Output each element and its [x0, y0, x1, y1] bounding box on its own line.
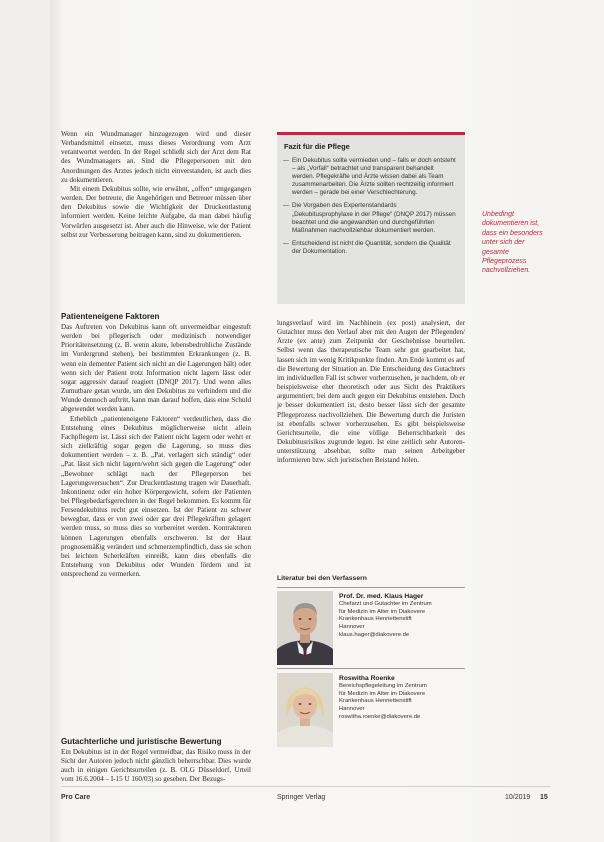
fazit-item: — Entscheidend ist nicht die Quantität, sondern die Qualität der Dokumentation.	[284, 240, 457, 256]
fazit-item: — Ein Dekubitus sollte vermieden und – falls er doch entsteht – als „Vorfall“ betrachtet und transparent behandelt werden. Pflegekräfte und Ärzte wissen dabei als Team zusammenarbeiten. Die Ärzte sollten rechtzeitig informiert werden – gerade bei einer Verschlechterung.	[284, 157, 457, 197]
author-email: roswitha.roenke@diakovere.de	[339, 713, 421, 720]
author-line: Krankenhaus Henriettenstift	[339, 698, 412, 705]
fazit-list	[284, 157, 457, 256]
author-name: Prof. Dr. med. Klaus Hager	[339, 593, 424, 600]
paragraph: Das Auftreten von Dekubitus kann oft unvermeidbar eingestuft werden bei pflegerisch oder medizinisch notwendiger Prioritätensetzung (z. B. wenn akute, lebensbedrohliche Zustände im Vordergrund stehen), bei bestimmten Erkrankungen (z. B. wenn ein dementer Patient sich nicht an die Lagerungen hält) oder wenn sich der Patient trotz Information nicht lagern lässt oder sogar aggressiv darauf reagiert (DNQP 2017). Und wenn alles Zumutbare getan wurde, um den Dekubitus zu verhindern und die Wunde dennoch auftritt, kann man darauf hoffen, dass eine Schuld abgewendet werden kann.	[61, 323, 251, 414]
author-email: klaus.hager@diakovere.de	[339, 631, 410, 638]
author-line: Chefarzt und Gutachter im Zentrum	[339, 601, 432, 608]
literature-note: Literatur bei den Verfassern	[277, 575, 367, 582]
fazit-title: Fazit für die Pflege	[284, 142, 350, 151]
author-line: für Medizin im Alter im Diakovere	[339, 690, 426, 697]
right-column	[277, 319, 465, 466]
author-line: Krankenhaus Henriettenstift	[339, 616, 412, 623]
section-heading-legal-assessment: Gutachterliche und juristische Bewertung	[61, 737, 222, 746]
left-column-top	[61, 130, 251, 240]
footer-publisher: Springer Verlag	[277, 794, 326, 801]
author-photo	[277, 673, 333, 747]
author-portrait-icon	[277, 673, 333, 747]
paragraph: Erheblich „patienteneigene Faktoren“ verdeutlichen, dass die Entstehung eines Dekubitus möglicherweise nicht allein Fachpflegern ist. Lässt sich der Patient nicht lagern oder wehrt er sich zielkräftig sogar gegen die Lagerung, so muss dies dokumentiert werden – z. B. „Pat. verlagert sich ständig“ oder „Pat. lässt sich nicht lagern/wehrt sich gegen die Lagerung“ oder „Bewohner schlägt nach der Pflegeperson bei Lagerungsversuchen“. Zur Druckentlastung tragen wir Dauerhaft. Inkontinenz oder ein hoher Körpergewicht, sofern der Patienten bei Pflegebedarfsgerechten in der Regel bekommen. Es kommt für Fersendekubitus recht gut einsetzen. Ist der Patient zu schwer bewegbar, dass er von zwei oder gar drei Pflegekräften gelagert werden muss, so muss dies so vorbereitet werden. Kontrakturen können Lagerungen ebenfalls erschweren. Ist der Haut prognosemäßig verändert und schmerzempfindlich, dass sie schon bei leichten Scherkräften einreißt, kann dies ebenfalls die Entstehung von Dekubitus oder Wunden fördern und ist entsprechend zu vermerken.	[61, 414, 251, 579]
author-name: Roswitha Roenke	[339, 675, 395, 682]
author-line: für Medizin im Alter im Diakovere	[339, 608, 426, 615]
paragraph: Wenn ein Wundmanager hinzugezogen wird und dieser Verbandsmittel einsetzt, muss dieses Verordnung vom Arzt verantwortet werden. In der Regel schließt sich der Arzt dem Rat des Wundmanagers an. Sind die Pflegepersonen mit den Anordnungen des Arztes jedoch nicht einverstanden, ist auch dies zu dokumentieren.	[61, 130, 251, 184]
author-info	[339, 593, 467, 639]
left-column-bottom	[61, 737, 251, 785]
margin-sidenote: Unbedingt dokumentieren ist, dass ein besonders unter sich der gesamte Pflegeprozess nachvollziehen.	[482, 211, 543, 275]
paragraph: Ein Dekubitus ist in der Regel vermeidbar, das Risiko muss in der Sicht der Autoren jedoch nicht gänzlich beherrschbar. Dies wurde auch in einigen Gerichtsurteilen (z. B. OLG Düsseldorf, Urteil vom 16.6.2004 – I-15 U 160/03) so gesehen. Der Bezugs-	[61, 748, 251, 784]
author-portrait-icon	[277, 591, 333, 665]
author-card	[277, 591, 465, 669]
fazit-item: — Die Vorgaben des Expertenstandards „Dekubitusprophylaxe in der Pflege“ (DNQP 2017) müssen beachtet und die angewandten und durchgeführten Maßnahmen nachvollziehbar dokumentiert werden.	[284, 202, 457, 234]
left-column-middle	[61, 312, 251, 579]
footer-issue: 10/2019	[505, 794, 531, 801]
divider	[277, 668, 465, 669]
paragraph: lungsverlauf wird im Nachhinein (ex post) analysiert, der Gutachter muss den Verlauf aber mit den Augen der Pflegenden/Ärzte (ex ante) zum Zeitpunkt der Geschehnisse beurteilen. Selbst wenn das therapeutische Team sehr gut gearbeitet hat, lassen sich im wenig Kritikpunkte finden. Am Ende kommt es auf die Bewertung der Situation an. Die Entscheidung des Gutachters im individuellen Fall ist schwer vorherzusehen, je nachdem, ob er beispielsweise eher theoretisch oder aus Sicht des Praktikers argumentiert, bei dem auch gegen ein Dekubitus entstehen. Doch je besser dokumentiert ist, desto besser lässt sich der gesamte Pflegeprozess nachvollziehen. Die Bewertung durch die Juristen ist ebenfalls schwer vorherzusehen. Es gibt beispielsweise Gerichtsurteile, die eine völlige Beherrschbarkeit des Dekubitusrisikos zugrunde legen. Ist eine zeitlich sehr Autoren-unterstützung absehbar, sollte man seinen Arbeitgeber informieren bzw. sich juristischen Beistand holen.	[277, 319, 465, 465]
author-info	[339, 675, 467, 721]
fazit-box	[277, 132, 465, 304]
footer-journal: Pro Care	[61, 794, 91, 801]
author-line: Bereichspflegeleitung im Zentrum	[339, 683, 427, 690]
divider	[277, 587, 465, 588]
footer-divider	[61, 786, 551, 787]
author-line: Hannover	[339, 705, 365, 712]
footer-page-number: 15	[540, 794, 548, 801]
author-photo	[277, 591, 333, 665]
author-line: Hannover	[339, 623, 365, 630]
section-heading-patient-factors: Patienteneigene Faktoren	[61, 312, 160, 321]
paragraph: Mit einem Dekubitus sollte, wie erwähnt, „offen“ umgegangen werden. Der betreute, die Angehörigen und Betreuer müssen über den Dekubitus sowie die Wichtigkeit der Druckentlastung informiert werden. Keine leichte Aufgabe, da man dabei häufig Vorwürfen ausgesetzt ist. Aber auch die Hinweise, wie der Patient selbst zur Verbesserung beitragen kann, sind zu dokumentieren.	[61, 184, 251, 239]
author-card	[277, 673, 465, 751]
